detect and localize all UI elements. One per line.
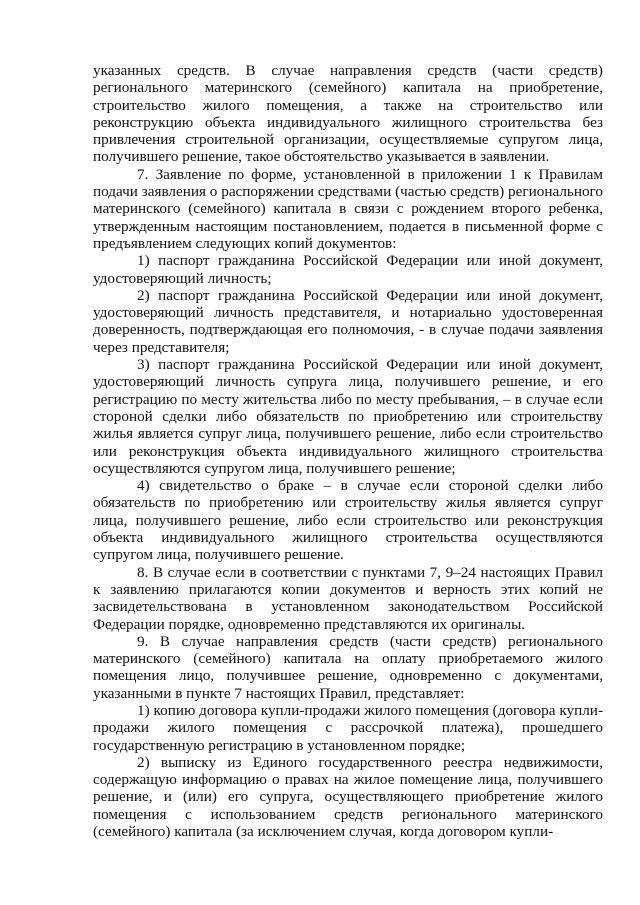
paragraph-item-9-2: 2) выписку из Единого государственного реестра недвижимости, содержащую информацию о правах на жилое помещение лица, получившего решение, и (или) его супруга, осуществляющего приобретение жилого помещения с использованием средств регионального материнского (семейного) капитала (за исключением случая, когда договором купли-: [93, 753, 603, 841]
paragraph-item-7-3: 3) паспорт гражданина Российской Федерации или иной документ, удостоверяющий личность супруга лица, получившего решение, и его регистрацию по месту жительства либо по месту пребывания, – в случае если стороной сделки либо обязательств по приобретению или строительству жилья является супруг лица, получившего решение, либо если строительство или реконструкция объекта индивидуального жилищного строительства осуществляются супругом лица, получившего решение;: [93, 356, 603, 477]
paragraph-item-7: 7. Заявление по форме, установленной в приложении 1 к Правилам подачи заявления о распоряжении средствами (частью средств) регионального материнского (семейного) капитала в связи с рождением второго ребенка, утвержденным настоящим постановлением, подается в письменной форме с предъявлением следующих копий документов:: [93, 165, 603, 252]
paragraph-item-7-4: 4) свидетельство о браке – в случае если стороной сделки либо обязательств по приобретению или строительству жилья является супруг лица, получившего решение, либо если строительство или реконструкция объекта индивидуального жилищного строительства осуществляются супругом лица, получившего решение.: [93, 477, 603, 564]
paragraph-item-9-1: 1) копию договора купли-продажи жилого помещения (договора купли-продажи жилого помещения с рассрочкой платежа), прошедшего государственную регистрацию в установленном порядке;: [93, 701, 603, 754]
paragraph-item-8: 8. В случае если в соответствии с пунктами 7, 9–24 настоящих Правил к заявлению прилагаются копии документов и верность этих копий не засвидетельствована в установленном законодательством Российской Федерации порядке, одновременно представляются их оригиналы.: [93, 563, 603, 633]
paragraph-continuation: указанных средств. В случае направления средств (части средств) регионального материнского (семейного) капитала на приобретение, строительство жилого помещения, а также на строительство или реконструкцию объекта индивидуального жилищного строительства без привлечения строительной организации, осуществляемые супругом лица, получившего решение, такое обстоятельство указывается в заявлении.: [93, 62, 603, 166]
paragraph-item-9: 9. В случае направления средств (части средств) регионального материнского (семейного) капитала на оплату приобретаемого жилого помещения лицо, получившее решение, одновременно с документами, указанными в пункте 7 настоящих Правил, представляет:: [93, 632, 603, 702]
paragraph-item-7-2: 2) паспорт гражданина Российской Федерации или иной документ, удостоверяющий личность представителя, и нотариально удостоверенная доверенность, подтверждающая его полномочия, - в случае подачи заявления через представителя;: [93, 286, 603, 356]
document-page: [93, 62, 603, 840]
paragraph-item-7-1: 1) паспорт гражданина Российской Федерации или иной документ, удостоверяющий личность;: [93, 252, 603, 287]
